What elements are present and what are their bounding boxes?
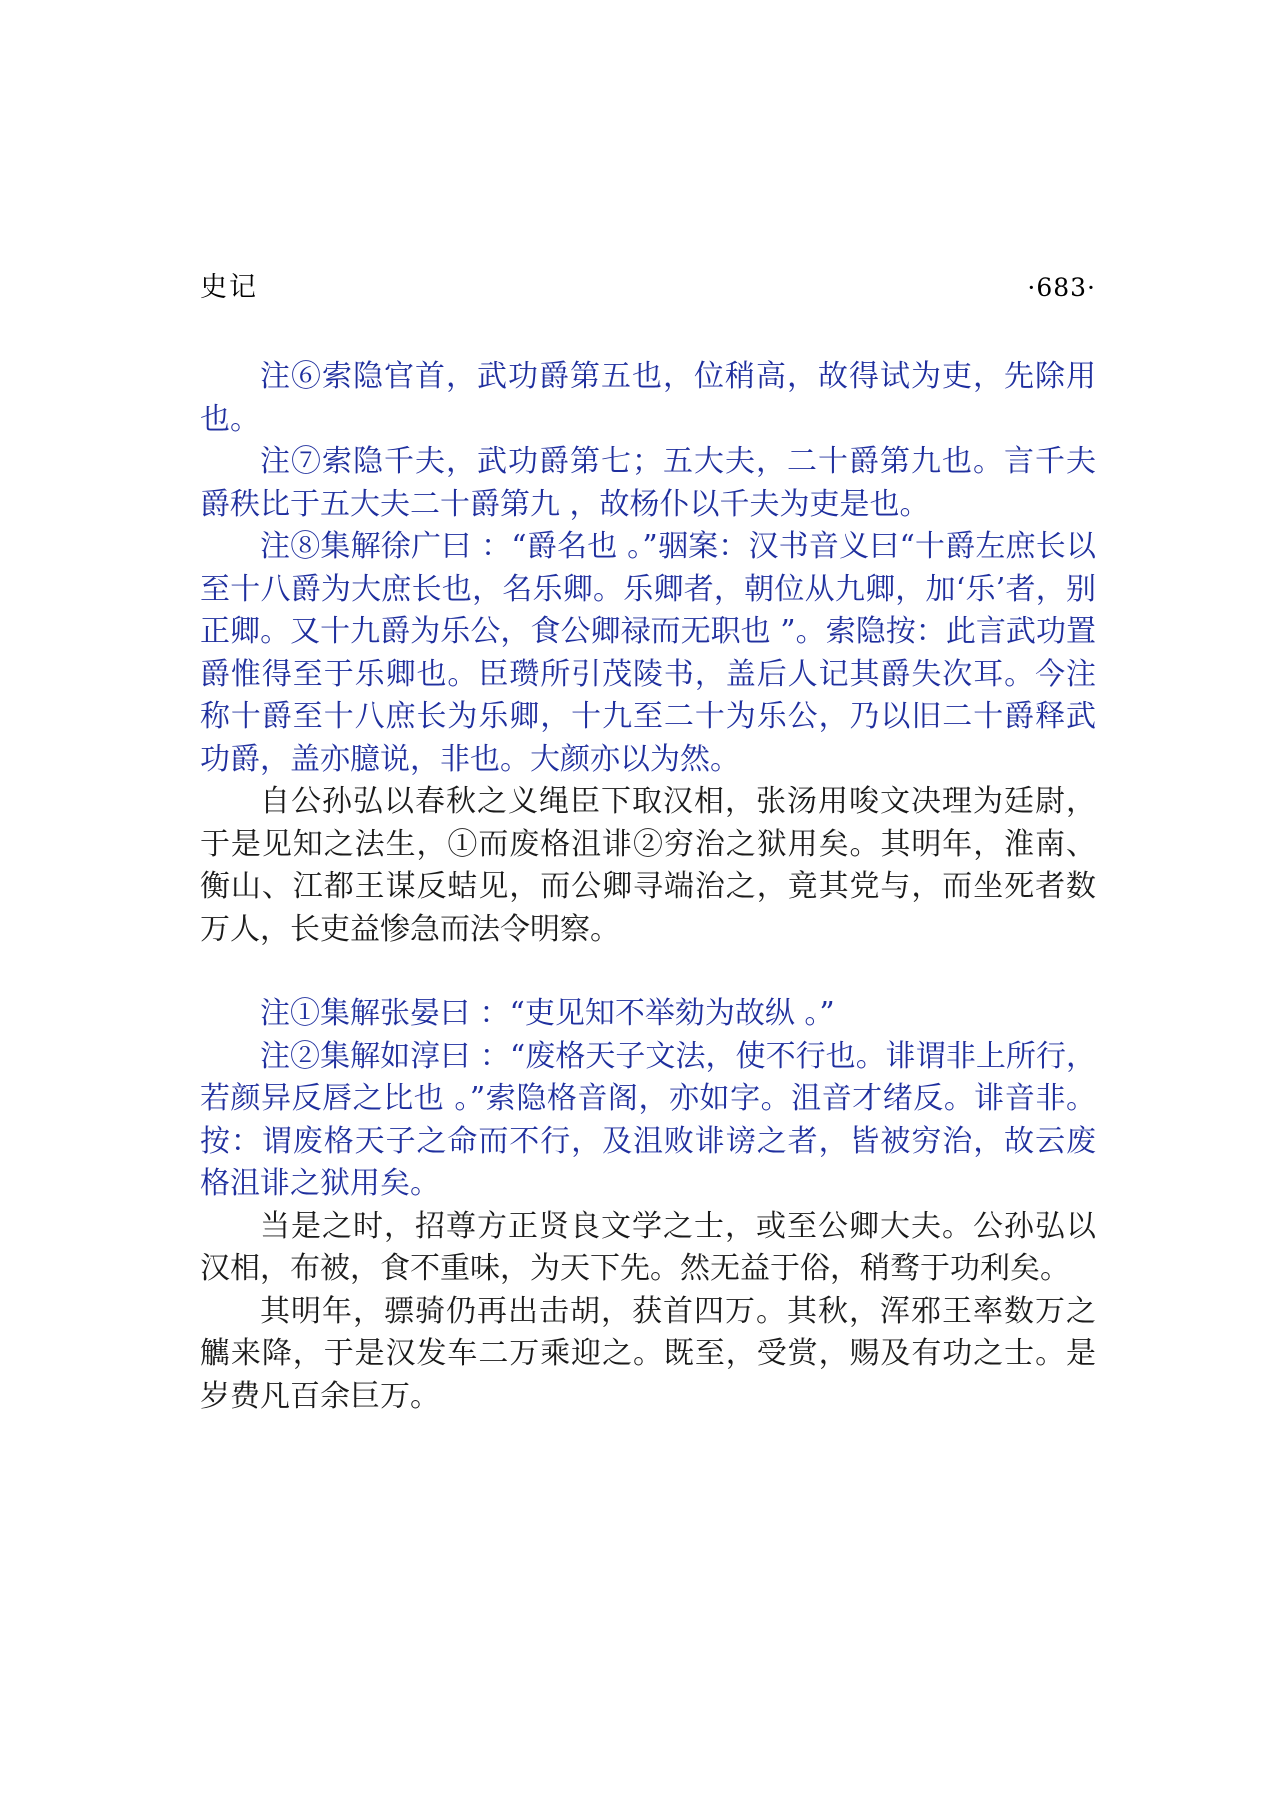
page-number: ·683·	[1027, 273, 1096, 302]
annotation-paragraph: 注⑧集解徐广曰 ：“爵名也 。”骃案：汉书音义曰“十爵左庶长以至十八爵为大庶长也，名乐卿。乐卿者，朝位从九卿，加‘乐’者，别正卿。又十九爵为乐公，食公卿禄而无职也 ”。索隐按：此言武功置爵惟得至于乐卿也。臣瓒所引茂陵书，盖后人记其爵失次耳。今注称十爵至十八庶长为乐卿，十九至二十为乐公，乃以旧二十爵释武功爵，盖亦臆说，非也。大颜亦以为然。	[200, 529, 1096, 777]
annotation-paragraph: 注①集解张晏曰 ：“吏见知不举劾为故纵 。”	[260, 996, 835, 1031]
paragraph-spacer	[200, 951, 1096, 993]
main-text-paragraph: 自公孙弘以春秋之义绳臣下取汉相，张汤用唆文决理为廷尉，于是见知之法生，①而废格沮诽②穷治之狱用矣。其明年，淮南、衡山、江都王谋反蛣见，而公卿寻端治之，竟其党与，而坐死者数万人，长吏益惨急而法令明察。	[200, 784, 1096, 947]
page-body	[200, 356, 1096, 1418]
annotation-paragraph: 注⑦索隐千夫，武功爵第七；五大夫，二十爵第九也。言千夫爵秩比于五大夫二十爵第九 ，故杨仆以千夫为吏是也。	[200, 444, 1096, 522]
annotation-paragraph: 注②集解如淳曰 ：“废格天子文法，使不行也。诽谓非上所行，若颜异反唇之比也 。”索隐格音阁，亦如字。沮音才绪反。诽音非。按：谓废格天子之命而不行，及沮败诽谤之者，皆被穷治，故云废格沮诽之狱用矣。	[200, 1038, 1096, 1201]
main-text-paragraph: 当是之时，招尊方正贤良文学之士，或至公卿大夫。公孙弘以汉相，布被，食不重味，为天下先。然无益于俗，稍骛于功利矣。	[200, 1208, 1096, 1286]
annotation-paragraph: 注⑥索隐官首，武功爵第五也，位稍高，故得试为吏，先除用也。	[200, 359, 1096, 437]
page-header	[200, 268, 1096, 308]
main-text-paragraph: 其明年，骠骑仍再出击胡，获首四万。其秋，浑邪王率数万之觽来降，于是汉发车二万乘迎之。既至，受赏，赐及有功之士。是岁费凡百余巨万。	[200, 1293, 1096, 1414]
book-title: 史记	[200, 272, 258, 303]
